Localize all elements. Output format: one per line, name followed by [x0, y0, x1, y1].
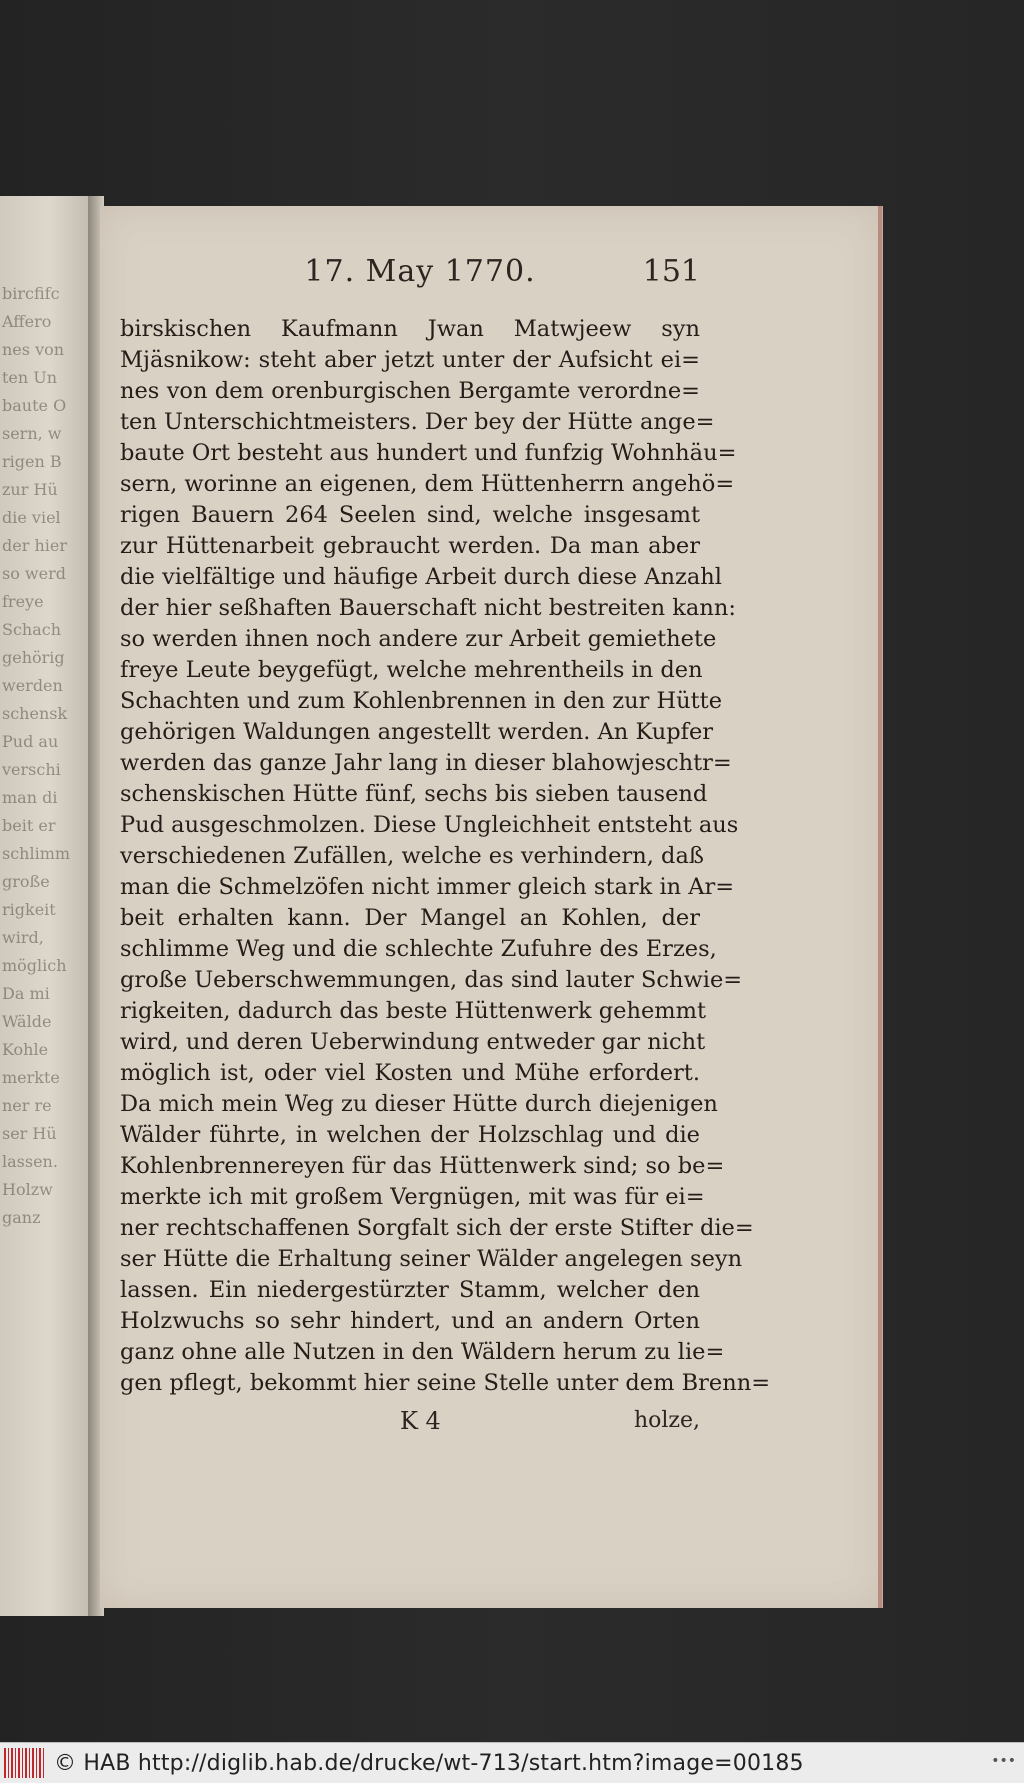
text-line: Kohlenbrennereyen für das Hüttenwerk sind; so be= [120, 1153, 725, 1179]
signature-mark: K 4 [400, 1407, 441, 1435]
text-line: ten Unterschichtmeisters. Der bey der Hütte ange= [120, 409, 715, 435]
text-line: freye Leute beygefügt, welche mehrentheils in den [120, 657, 703, 683]
text-line: rigen Bauern 264 Seelen sind, welche insgesamt [120, 502, 700, 528]
text-line: gehörigen Waldungen angestellt werden. An Kupfer [120, 719, 714, 745]
text-line: rigkeiten, dadurch das beste Hüttenwerk gehemmt [120, 998, 707, 1024]
body-text [120, 314, 771, 1399]
text-line: man die Schmelzöfen nicht immer gleich stark in Ar= [120, 874, 735, 900]
running-head: 17. May 1770. [304, 254, 536, 289]
barcode-icon [4, 1748, 44, 1778]
text-line: gen pflegt, bekommt hier seine Stelle unter dem Brenn= [120, 1370, 771, 1396]
text-line: die vielfältige und häufige Arbeit durch diese Anzahl [120, 564, 722, 590]
text-line: ganz ohne alle Nutzen in den Wäldern herum zu lie= [120, 1339, 725, 1365]
text-line: große Ueberschwemmungen, das sind lauter Schwie= [120, 967, 743, 993]
text-line: verschiedenen Zufällen, welche es verhindern, daß [120, 843, 704, 869]
text-line: werden das ganze Jahr lang in dieser blahowjeschtr= [120, 750, 732, 776]
text-line: birskischen Kaufmann Jwan Matwjeew syn [120, 316, 700, 342]
page-footer [120, 1404, 700, 1438]
text-line: so werden ihnen noch andere zur Arbeit gemiethete [120, 626, 717, 652]
text-line: schenskischen Hütte fünf, sechs bis sieben tausend [120, 781, 708, 807]
text-line: der hier seßhaften Bauerschaft nicht bestreiten kann: [120, 595, 736, 621]
page-edge [878, 206, 882, 1608]
image-credit-bar [0, 1742, 1024, 1783]
catchword: holze, [633, 1408, 700, 1433]
credit-link[interactable]: © HAB http://diglib.hab.de/drucke/wt-713/start.htm?image=00185 [54, 1750, 804, 1776]
text-line: Holzwuchs so sehr hindert, und an andern Orten [120, 1308, 700, 1334]
text-line: wird, und deren Ueberwindung entweder gar nicht [120, 1029, 706, 1055]
facing-page-edge: bircfifc Affero nes von ten Un baute O sern, w rigen B zur Hü die viel der hier so werd freye Schach gehörig werden schensk Pud au verschi man di beit er schlimm große rigkeit wird, möglich Da mi Wälde Kohle merkte ner re ser Hü lassen. Holzw ganz [0, 196, 90, 1616]
text-line: schlimme Weg und die schlechte Zufuhre des Erzes, [120, 936, 717, 962]
text-line: Schachten und zum Kohlenbrennen in den zur Hütte [120, 688, 723, 714]
text-line: ser Hütte die Erhaltung seiner Wälder angelegen seyn [120, 1246, 743, 1272]
text-line: beit erhalten kann. Der Mangel an Kohlen, der [120, 905, 700, 931]
text-line: Pud ausgeschmolzen. Diese Ungleichheit entsteht aus [120, 812, 739, 838]
ellipsis-icon[interactable]: ••• [991, 1753, 1016, 1769]
page-header [120, 252, 700, 292]
text-line: möglich ist, oder viel Kosten und Mühe erfordert. [120, 1060, 700, 1086]
text-line: ner rechtschaffenen Sorgfalt sich der erste Stifter die= [120, 1215, 754, 1241]
text-line: Da mich mein Weg zu dieser Hütte durch diejenigen [120, 1091, 718, 1117]
text-line: baute Ort besteht aus hundert und funfzig Wohnhäu= [120, 440, 737, 466]
page-number: 151 [642, 254, 700, 289]
text-line: nes von dem orenburgischen Bergamte verordne= [120, 378, 700, 404]
text-line: merkte ich mit großem Vergnügen, mit was für ei= [120, 1184, 705, 1210]
text-line: sern, worinne an eigenen, dem Hüttenherrn angehö= [120, 471, 735, 497]
text-line: Mjäsnikow: steht aber jetzt unter der Aufsicht ei= [120, 347, 700, 373]
text-line: Wälder führte, in welchen der Holzschlag und die [120, 1122, 700, 1148]
text-line: lassen. Ein niedergestürzter Stamm, welcher den [120, 1277, 700, 1303]
text-line: zur Hüttenarbeit gebraucht werden. Da man aber [120, 533, 700, 559]
